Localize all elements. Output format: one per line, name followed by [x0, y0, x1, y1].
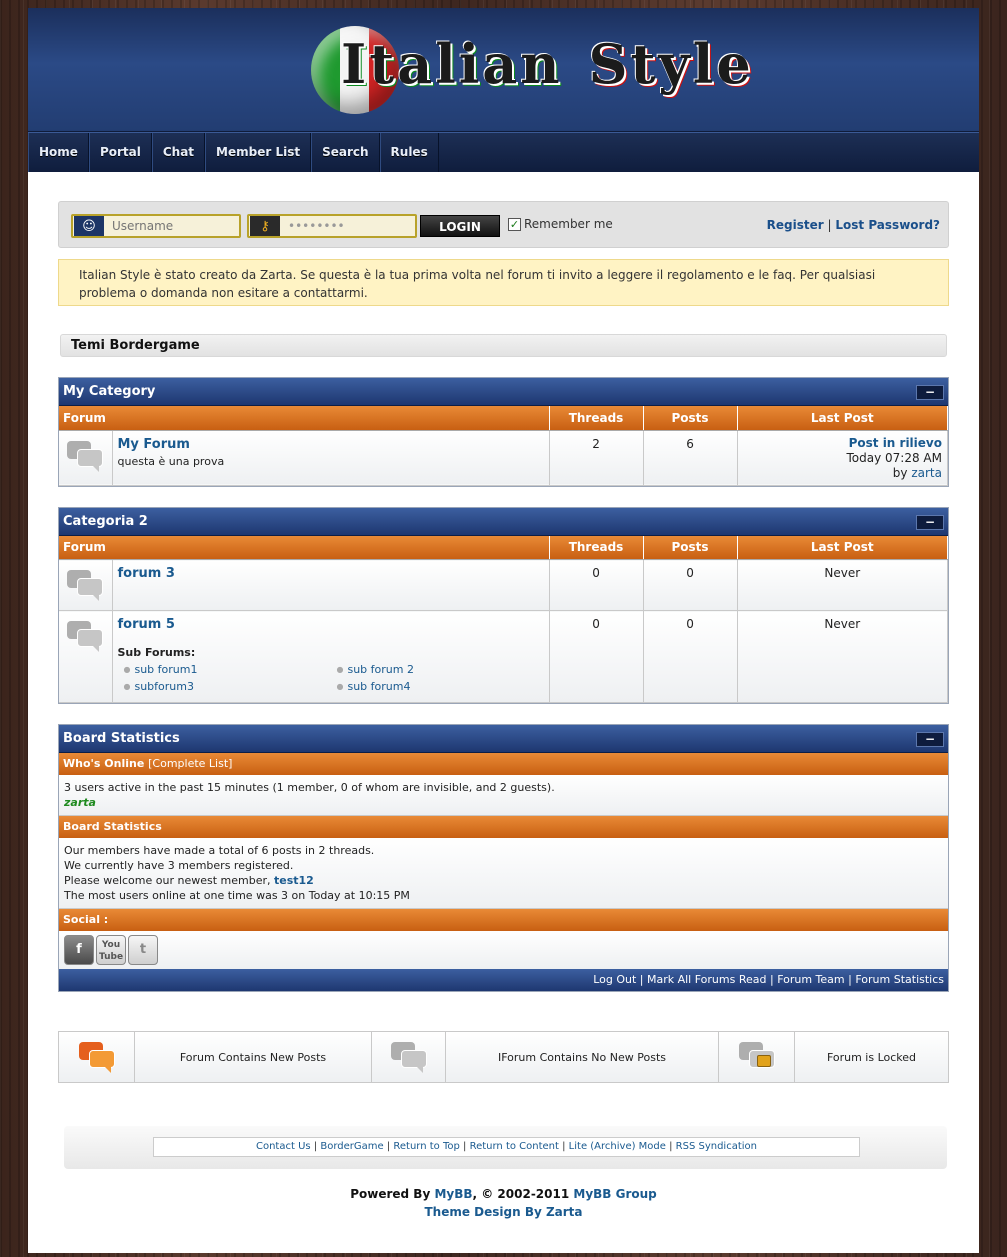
forum-no-new-posts-icon [65, 619, 105, 653]
collapse-button[interactable]: − [916, 515, 944, 530]
username-field[interactable] [71, 214, 241, 238]
content [28, 201, 979, 1221]
forum-no-new-posts-icon [65, 568, 105, 602]
subforum-link[interactable]: ● sub forum4 [337, 678, 537, 695]
nav-rules[interactable]: Rules [380, 133, 439, 172]
forum-title-link[interactable]: forum 3 [117, 566, 175, 581]
online-user-link[interactable]: zarta [64, 796, 96, 809]
mybb-group-link[interactable]: MyBB Group [573, 1187, 657, 1201]
remember-me[interactable] [508, 217, 613, 231]
subforum-link[interactable]: ● sub forum1 [124, 661, 337, 678]
register-link[interactable]: Register [766, 218, 824, 232]
contact-us-link[interactable]: Contact Us [255, 1141, 311, 1152]
main-nav [28, 132, 979, 172]
forum-table [59, 536, 948, 704]
password-field[interactable] [247, 214, 417, 238]
lost-password-link[interactable]: Lost Password? [835, 218, 940, 232]
col-posts: Posts [643, 406, 737, 430]
forum-statistics-link[interactable]: Forum Statistics [855, 973, 944, 986]
subforums [118, 646, 544, 695]
legend-locked: Forum is Locked [795, 1032, 948, 1082]
forum-description: questa è una prova [117, 454, 225, 468]
username-input[interactable] [104, 218, 234, 234]
whos-online-label: Who's Online [63, 757, 145, 770]
notice-box: Italian Style è stato creato da Zarta. Se questa è la tua prima volta nel forum ti invito a leggere il regolamento e le faq. Per qualsiasi problema o domanda non esitare a contattarmi. [58, 259, 949, 306]
board-statistics-header: Board Statistics [59, 816, 948, 838]
thread-count: 0 [549, 611, 643, 703]
login-bar [58, 201, 949, 248]
login-links-separator: | [827, 218, 832, 232]
user-icon: ☺ [74, 216, 104, 236]
stats-line: Please welcome our newest member, [64, 874, 274, 887]
key-icon: ⚷ [250, 216, 280, 236]
login-links [767, 218, 940, 232]
col-threads: Threads [549, 406, 643, 430]
nav-portal[interactable]: Portal [89, 133, 152, 172]
post-count: 6 [643, 430, 737, 485]
post-count: 0 [643, 611, 737, 703]
post-count: 0 [643, 560, 737, 611]
statistics-title: Board Statistics [63, 731, 180, 746]
stats-line: Our members have made a total of 6 posts in 2 threads. [64, 844, 375, 857]
subforums-label: Sub Forums: [117, 646, 196, 659]
complete-list-link[interactable]: [Complete List] [148, 757, 233, 770]
last-post-user-link[interactable]: zarta [911, 465, 942, 480]
forum-no-new-posts-icon [389, 1040, 429, 1074]
twitter-icon[interactable]: t [128, 935, 158, 965]
col-forum: Forum [59, 536, 549, 560]
forum-locked-icon [737, 1040, 777, 1074]
lite-mode-link[interactable]: Lite (Archive) Mode [568, 1141, 666, 1152]
category-categoria-2 [58, 507, 949, 705]
forum-title-link[interactable]: forum 5 [117, 617, 175, 632]
subforum-link[interactable]: ● sub forum 2 [337, 661, 537, 678]
stats-line: The most users online at one time was 3 on Today at 10:15 PM [64, 889, 410, 902]
online-summary: 3 users active in the past 15 minutes (1 member, 0 of whom are invisible, and 2 guests). [64, 781, 555, 794]
category-title[interactable]: My Category [63, 384, 156, 399]
nav-home[interactable]: Home [28, 133, 89, 172]
last-post-link[interactable]: Post in rilievo [848, 435, 942, 450]
forum-no-new-posts-icon [65, 439, 105, 473]
table-row [59, 430, 948, 485]
legend-new-posts: Forum Contains New Posts [135, 1032, 372, 1082]
newest-member-link[interactable]: test12 [274, 874, 314, 887]
statistics-footer: Log Out | Mark All Forums Read | Forum Team | Forum Statistics [59, 969, 948, 991]
forum-new-posts-icon [77, 1040, 117, 1074]
mark-read-link[interactable]: Mark All Forums Read [646, 973, 767, 986]
stats-line: We currently have 3 members registered. [64, 859, 294, 872]
table-row [59, 611, 948, 703]
facebook-icon[interactable]: f [64, 935, 94, 965]
return-to-top-link[interactable]: Return to Top [393, 1141, 460, 1152]
header [28, 8, 979, 132]
remember-checkbox[interactable]: ✓ [509, 217, 520, 231]
last-post-date: Today 07:28 AM [846, 450, 942, 465]
legend-no-new-posts: IForum Contains No New Posts [446, 1032, 719, 1082]
youtube-icon[interactable]: You Tube [96, 935, 126, 965]
subforum-link[interactable]: ● subforum3 [124, 678, 337, 695]
thread-count: 2 [549, 430, 643, 485]
section-title: Temi Bordergame [60, 334, 947, 357]
nav-search[interactable]: Search [311, 133, 379, 172]
return-to-content-link[interactable]: Return to Content [469, 1141, 559, 1152]
logo[interactable] [311, 22, 754, 120]
powered-by: Powered By MyBB, © 2002-2011 MyBB Group Theme Design By Zarta [350, 1187, 657, 1219]
last-post-never: Never [737, 560, 947, 611]
nav-chat[interactable]: Chat [152, 133, 205, 172]
table-row [59, 560, 948, 611]
footer-links-bar: Contact Us | BorderGame | Return to Top | Return to Content | Lite (Archive) Mode | RSS Syndication [64, 1126, 947, 1169]
mybb-link[interactable]: MyBB [434, 1187, 473, 1201]
theme-credit[interactable]: Theme Design By Zarta [424, 1205, 583, 1219]
col-posts: Posts [643, 536, 737, 560]
remember-label: Remember me [524, 217, 613, 231]
logout-link[interactable]: Log Out [593, 973, 637, 986]
collapse-button[interactable]: − [916, 385, 944, 400]
col-forum: Forum [59, 406, 549, 430]
collapse-button[interactable]: − [916, 732, 944, 747]
board-statistics [58, 724, 949, 992]
whos-online-header [59, 753, 948, 775]
col-last-post: Last Post [737, 536, 947, 560]
login-button[interactable]: LOGIN [420, 215, 500, 237]
forum-team-link[interactable]: Forum Team [777, 973, 845, 986]
logo-text-style: Style [588, 32, 754, 96]
forum-legend [58, 1031, 949, 1083]
category-my-category [58, 377, 949, 487]
social-header: Social : [59, 909, 948, 931]
nav-member-list[interactable]: Member List [205, 133, 311, 172]
col-last-post: Last Post [737, 406, 947, 430]
bordergame-link[interactable]: BorderGame [320, 1141, 384, 1152]
col-threads: Threads [549, 536, 643, 560]
thread-count: 0 [549, 560, 643, 611]
forum-title-link[interactable]: My Forum [117, 436, 190, 452]
logo-text-italian: Italian [341, 32, 563, 96]
last-post-never: Never [737, 611, 947, 703]
rss-link[interactable]: RSS Syndication [675, 1141, 757, 1152]
forum-table [59, 406, 948, 486]
last-post-by: by [892, 465, 908, 480]
social-icons [59, 931, 948, 969]
page-wrapper [28, 8, 979, 1253]
password-input[interactable] [280, 218, 410, 234]
category-title[interactable]: Categoria 2 [63, 513, 148, 529]
